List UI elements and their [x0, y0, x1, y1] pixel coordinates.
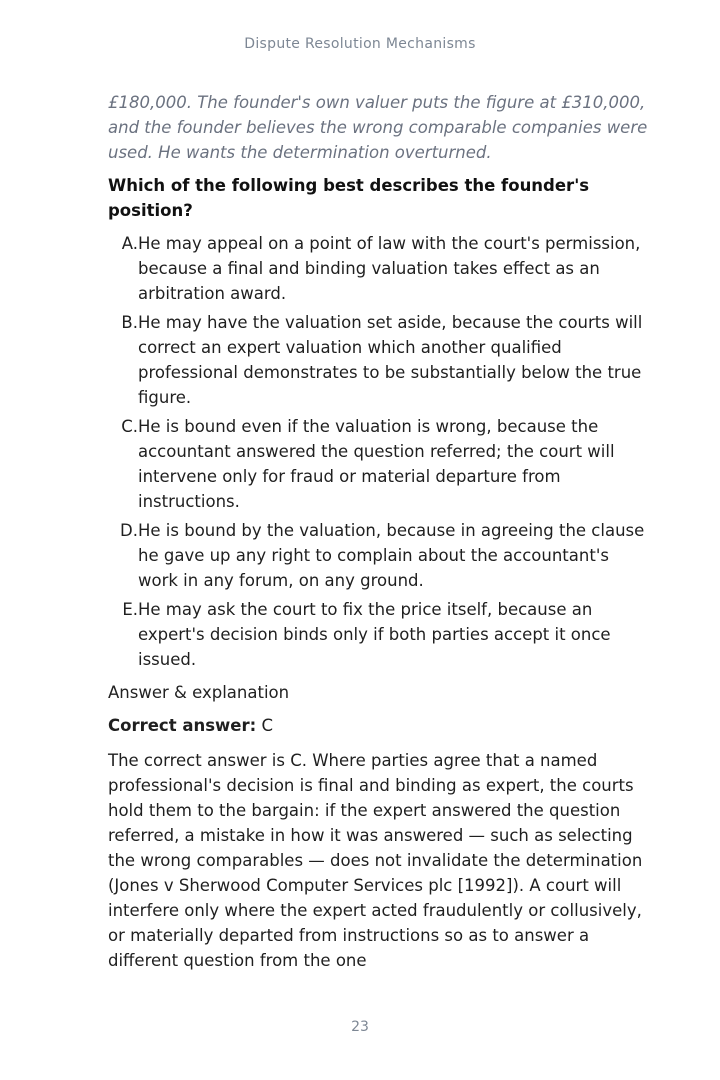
scenario-text: £180,000. The founder's own valuer puts the figure at £310,000, and the founder believes the wrong comparable companies were used. He wants the determination overturned.	[108, 93, 648, 162]
option-text: He may appeal on a point of law with the court's permission, because a final and binding valuation takes effect as an arbitration award.	[138, 234, 641, 303]
option-letter: E.	[122, 600, 138, 619]
question-stem: Which of the following best describes the founder's position?	[108, 176, 590, 220]
option-letter: D.	[120, 521, 138, 540]
option-a	[108, 231, 653, 306]
answer-explanation-toggle[interactable]: Answer & explanation	[108, 683, 290, 702]
option-letter: C.	[121, 417, 138, 436]
correct-answer	[108, 713, 653, 738]
option-letter: B.	[121, 313, 138, 332]
correct-answer-value: C	[261, 716, 273, 735]
option-text: He is bound by the valuation, because in agreeing the clause he gave up any right to complain about the accountant's work in any forum, on any ground.	[138, 521, 645, 590]
page-number: 23	[351, 1019, 369, 1035]
option-e	[108, 597, 653, 672]
page-content	[108, 90, 653, 973]
correct-answer-label: Correct answer:	[108, 716, 257, 735]
explanation-text: The correct answer is C. Where parties agree that a named professional's decision is final and binding as expert, the courts hold them to the bargain: if the expert answered the question referred, a mistake in how it was answered — such as selecting the wrong comparables — does not invalidate the determination (Jones v Sherwood Computer Services plc [1992]). A court will interfere only where the expert acted fraudulently or collusively, or materially departed from instructions so as to answer a different question from the one	[108, 751, 643, 970]
answer-options	[108, 231, 653, 672]
option-d	[108, 518, 653, 593]
option-text: He is bound even if the valuation is wrong, because the accountant answered the question referred; the court will intervene only for fraud or material departure from instructions.	[138, 417, 615, 511]
running-header: Dispute Resolution Mechanisms	[244, 36, 476, 52]
option-c	[108, 414, 653, 514]
option-letter: A.	[121, 234, 138, 253]
option-text: He may have the valuation set aside, because the courts will correct an expert valuation which another qualified professional demonstrates to be substantially below the true figure.	[138, 313, 643, 407]
option-b	[108, 310, 653, 410]
option-text: He may ask the court to fix the price itself, because an expert's decision binds only if both parties accept it once issued.	[138, 600, 611, 669]
